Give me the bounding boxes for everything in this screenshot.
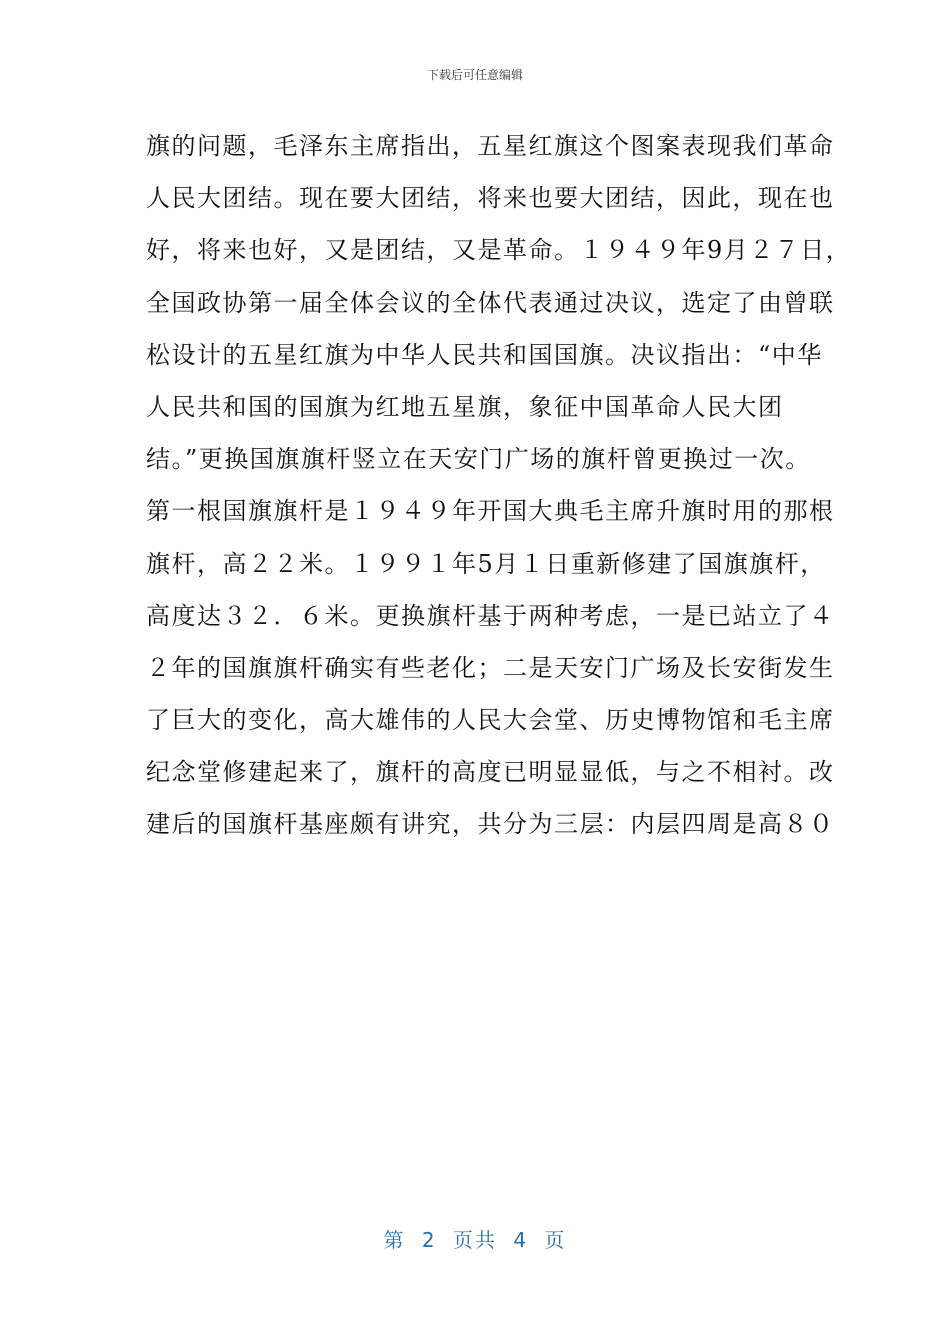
page-header: 下载后可任意编辑 [426, 68, 523, 82]
body-line: ２年的国旗旗杆确实有些老化；二是天安门广场及长安街发生 [146, 653, 835, 682]
body-line: 高度达３２．６米。更换旗杆基于两种考虑，一是已站立了４ [146, 601, 835, 630]
body-line: 人民共和国的国旗为红地五星旗，象征中国革命人民大团 [146, 392, 784, 421]
body-line: 人民大团结。现在要大团结，将来也要大团结，因此，现在也 [146, 184, 835, 213]
body-line: 松设计的五星红旗为中华人民共和国国旗。决议指出：“中华 [146, 340, 823, 369]
document-body [146, 120, 852, 851]
body-line: 结。”更换国旗旗杆竖立在天安门广场的旗杆曾更换过一次。 [146, 445, 811, 474]
body-line: 纪念堂修建起来了，旗杆的高度已明显显低，与之不相衬。改 [146, 758, 835, 787]
body-line: 好，将来也好，又是团结，又是革命。１９４９年9月２７日， [146, 236, 852, 265]
body-line: 了巨大的变化，高大雄伟的人民大会堂、历史博物馆和毛主席 [146, 706, 835, 735]
body-line: 旗的问题，毛泽东主席指出，五星红旗这个图案表现我们革命 [146, 132, 835, 160]
body-line: 第一根国旗旗杆是１９４９年开国大典毛主席升旗时用的那根 [146, 497, 835, 526]
page-number-footer: 第 2 页共 4 页 [383, 1228, 567, 1252]
body-line: 旗杆，高２２米。１９９１年5月１日重新修建了国旗旗杆， [146, 549, 826, 578]
body-line: 全国政协第一届全体会议的全体代表通过决议，选定了由曾联 [146, 288, 835, 317]
body-line: 建后的国旗杆基座颇有讲究，共分为三层：内层四周是高８０ [146, 810, 835, 839]
